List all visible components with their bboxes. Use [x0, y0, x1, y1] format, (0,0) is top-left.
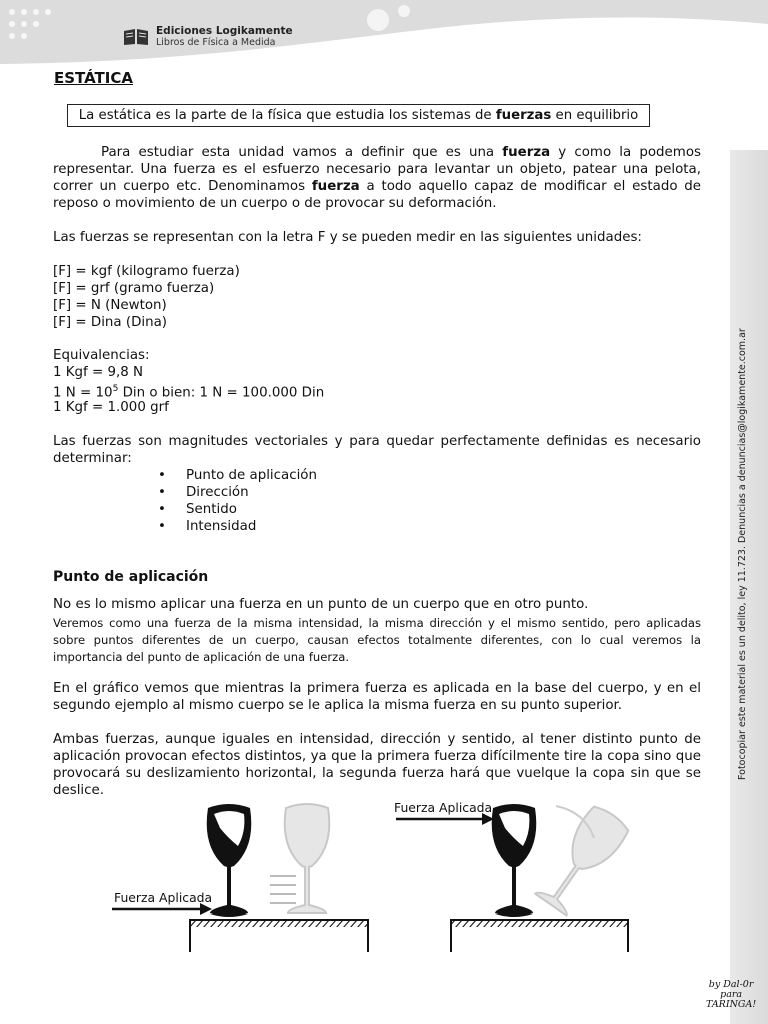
definition-text-b: en equilibrio [551, 108, 639, 123]
exponent: 5 [112, 384, 119, 394]
right-surface [451, 920, 628, 952]
copyright-notice: Fotocopiar este material es un delito, ley 11.723. Denuncias a denuncias@logikamente.com.ar [737, 328, 748, 780]
section-paragraph-4: Ambas fuerzas, aunque iguales en intensidad, dirección y sentido, al tener distinto punto de aplicación provocan efectos distintos, ya que la primera fuerza difícilmente tire la copa sino que provocará su deslizamiento horizontal, la segunda fuerza hará que vuelque la copa sin que se deslice. [53, 732, 701, 798]
signature [706, 980, 756, 1010]
section-paragraph-2: Veremos como una fuerza de la misma intensidad, la misma dirección y el mismo sentido, pero aplicadas sobre puntos diferentes de un cuerpo, causan efectos totalmente diferentes, con lo cual veremos la importancia del punto de aplicación de una fuerza. [53, 616, 701, 664]
glass-icon [207, 804, 252, 917]
glass-ghost-icon [285, 804, 330, 913]
signature-line: by Dal-0r [708, 979, 754, 990]
intro-bold-1: fuerza [502, 145, 551, 160]
section-paragraph-1: No es lo mismo aplicar una fuerza en un punto de un cuerpo que en otro punto. [53, 597, 589, 612]
units-intro: Las fuerzas se representan con la letra F y se pueden medir en las siguientes unidades: [53, 230, 642, 245]
left-surface [190, 920, 368, 952]
force-label-left: Fuerza Aplicada [114, 890, 213, 905]
unit-line: [F] = Dina (Dina) [53, 315, 168, 330]
signature-line: para [720, 989, 743, 1000]
signature-line: TARINGA! [706, 999, 757, 1010]
list-item: • Intensidad [158, 518, 317, 535]
equivalences-heading: Equivalencias: [53, 348, 150, 363]
vector-paragraph: Las fuerzas son magnitudes vectoriales y para quedar perfectamente definidas es necesario determinar: [53, 434, 701, 466]
equivalence-text: 1 N = 10 [53, 385, 113, 401]
section-paragraph-3: En el gráfico vemos que mientras la primera fuerza es aplicada en la base del cuerpo, y en el segundo ejemplo al mismo cuerpo se le aplica la misma fuerza en su punto superior. [53, 681, 701, 713]
definition-text-a: La estática es la parte de la física que estudia los sistemas de [78, 108, 496, 123]
unit-line: [F] = N (Newton) [53, 298, 167, 313]
list-item: • Dirección [158, 484, 317, 501]
publisher-tagline: Libros de Física a Medida [156, 37, 276, 48]
motion-lines [270, 876, 296, 903]
unit-line: [F] = kgf (kilogramo fuerza) [53, 264, 240, 279]
section-title: Punto de aplicación [53, 569, 209, 585]
intro-text-3: a todo aquello capaz de modificar el estado de reposo o movimiento de un cuerpo o de provocar su deformación. [53, 179, 702, 211]
list-item: • Sentido [158, 501, 317, 518]
unit-line: [F] = grf (gramo fuerza) [53, 281, 215, 296]
equivalence-line: 1 Kgf = 1.000 grf [53, 400, 169, 415]
list-item: • Punto de aplicación [158, 467, 317, 484]
equivalence-text: Din o bien: 1 N = 100.000 Din [118, 385, 325, 401]
intro-bold-2: fuerza [311, 179, 360, 194]
definition-bold: fuerzas [495, 108, 552, 123]
intro-text-1: Para estudiar esta unidad vamos a definir que es una [101, 145, 503, 160]
intro-text-2: y como la podemos representar. Una fuerza es el esfuerzo necesario para levantar un objeto, patear una pelota, correr un cuerpo etc. Denominamos [53, 145, 701, 194]
publisher-name: Ediciones Logikamente [156, 25, 293, 37]
page-title: ESTÁTICA [54, 69, 133, 87]
glass-icon [492, 804, 537, 917]
force-label-right: Fuerza Aplicada [394, 800, 493, 815]
equivalence-line: 1 Kgf = 9,8 N [53, 365, 144, 380]
